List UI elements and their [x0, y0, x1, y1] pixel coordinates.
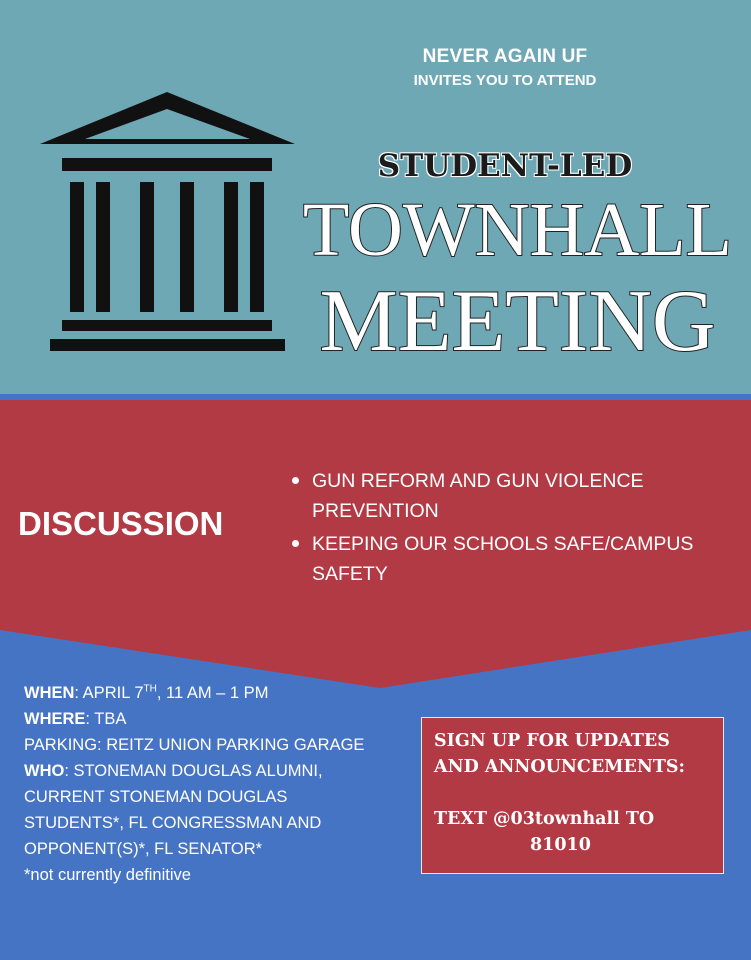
where-value: : TBA	[85, 710, 127, 728]
invitation-text: INVITES YOU TO ATTEND	[413, 72, 597, 89]
signup-box	[421, 717, 724, 874]
courthouse-icon	[40, 92, 295, 360]
topic-text: KEEPING OUR SCHOOLS SAFE/CAMPUS	[312, 533, 694, 555]
organization-name: NEVER AGAIN UF	[422, 46, 588, 67]
discussion-heading: DISCUSSION	[18, 505, 224, 542]
who-line: OPPONENT(S)*, FL SENATOR*	[24, 840, 263, 858]
topic-text: PREVENTION	[312, 500, 439, 522]
topic-text: SAFETY	[312, 563, 388, 585]
signup-text-instruction: TEXT @03townhall TO	[434, 809, 655, 829]
when-label: WHEN	[24, 684, 75, 702]
spacer	[434, 780, 723, 806]
event-title-line2: MEETING	[319, 273, 716, 370]
discussion-topic	[288, 529, 728, 589]
event-subtitle: STUDENT-LED	[377, 148, 633, 184]
discussion-topics	[288, 466, 728, 592]
topic-text: GUN REFORM AND GUN VIOLENCE	[312, 470, 644, 492]
who-line: STUDENTS*, FL CONGRESSMAN AND	[24, 814, 322, 832]
where-row	[24, 706, 424, 732]
when-time: , 11 AM – 1 PM	[156, 684, 269, 702]
parking-row: PARKING: REITZ UNION PARKING GARAGE	[24, 736, 365, 754]
footnote: *not currently definitive	[24, 866, 191, 884]
signup-heading-line2: AND ANNOUNCEMENTS:	[434, 757, 686, 777]
when-row	[24, 680, 424, 706]
who-line: CURRENT STONEMAN DOUGLAS	[24, 788, 288, 806]
when-date-suffix: TH	[143, 683, 157, 695]
event-title-line1: TOWNHALL	[302, 188, 733, 272]
discussion-topic	[288, 466, 728, 526]
signup-heading-line1: SIGN UP FOR UPDATES	[434, 731, 670, 751]
who-value: : STONEMAN DOUGLAS ALUMNI,	[64, 762, 323, 780]
event-details	[24, 680, 424, 888]
signup-number: 81010	[530, 835, 591, 855]
where-label: WHERE	[24, 710, 86, 728]
who-row	[24, 758, 424, 784]
when-value: : APRIL 7	[74, 684, 144, 702]
who-label: WHO	[24, 762, 65, 780]
